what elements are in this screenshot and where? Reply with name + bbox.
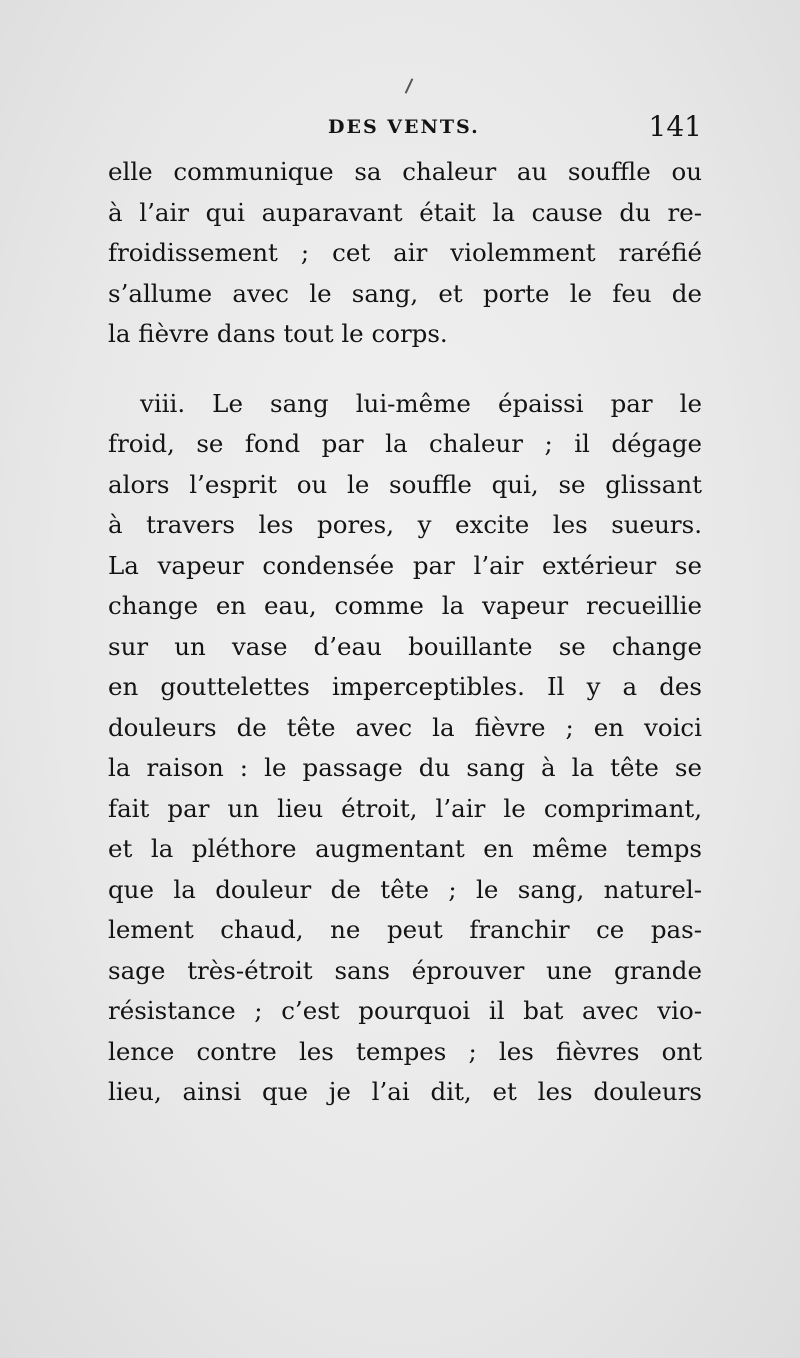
text-line: change en eau, comme la vapeur recueillie bbox=[108, 591, 702, 620]
text-line: s’allume avec le sang, et porte le feu de bbox=[108, 278, 702, 308]
text-line: la fièvre dans tout le corps. bbox=[108, 319, 448, 348]
stray-mark bbox=[405, 78, 414, 93]
paragraph bbox=[108, 152, 702, 355]
text-line: la raison : le passage du sang à la tête se bbox=[108, 753, 702, 782]
text-line: alors l’esprit ou le souffle qui, se glissant bbox=[108, 469, 702, 499]
text-line: La vapeur condensée par l’air extérieur se bbox=[108, 550, 702, 580]
text-line: sage très-étroit sans éprouver une grande bbox=[108, 955, 702, 985]
text-line: lieu, ainsi que je l’ai dit, et les douleurs bbox=[108, 1077, 702, 1106]
text-line: douleurs de tête avec la fièvre ; en voici bbox=[108, 712, 702, 742]
page-number: 141 bbox=[648, 110, 702, 143]
running-title: DES VENTS. bbox=[328, 116, 480, 138]
text-line: que la douleur de tête ; le sang, naturel- bbox=[108, 874, 702, 904]
text-line: froid, se fond par la chaleur ; il dégage bbox=[108, 429, 702, 458]
text-line: à l’air qui auparavant était la cause du re- bbox=[108, 197, 702, 227]
text-line: viii. Le sang lui-même épaissi par le bbox=[140, 388, 702, 418]
text-line: lence contre les tempes ; les fièvres ont bbox=[108, 1036, 702, 1066]
text-line: résistance ; c’est pourquoi il bat avec vio- bbox=[108, 996, 702, 1025]
text-line: lement chaud, ne peut franchir ce pas- bbox=[108, 915, 702, 944]
text-line: elle communique sa chaleur au souffle ou bbox=[108, 157, 702, 186]
text-line: sur un vase d’eau bouillante se change bbox=[108, 631, 702, 661]
paragraph-gap bbox=[108, 355, 702, 384]
text-line: en gouttelettes imperceptibles. Il y a des bbox=[108, 672, 702, 701]
running-head bbox=[108, 110, 702, 146]
text-line: à travers les pores, y excite les sueurs. bbox=[108, 510, 702, 539]
text-line: fait par un lieu étroit, l’air le comprimant, bbox=[108, 793, 702, 823]
text-line: froidissement ; cet air violemment raréfié bbox=[108, 238, 702, 267]
body-text bbox=[108, 152, 702, 1113]
paragraph bbox=[108, 384, 702, 1113]
text-line: et la pléthore augmentant en même temps bbox=[108, 834, 702, 863]
